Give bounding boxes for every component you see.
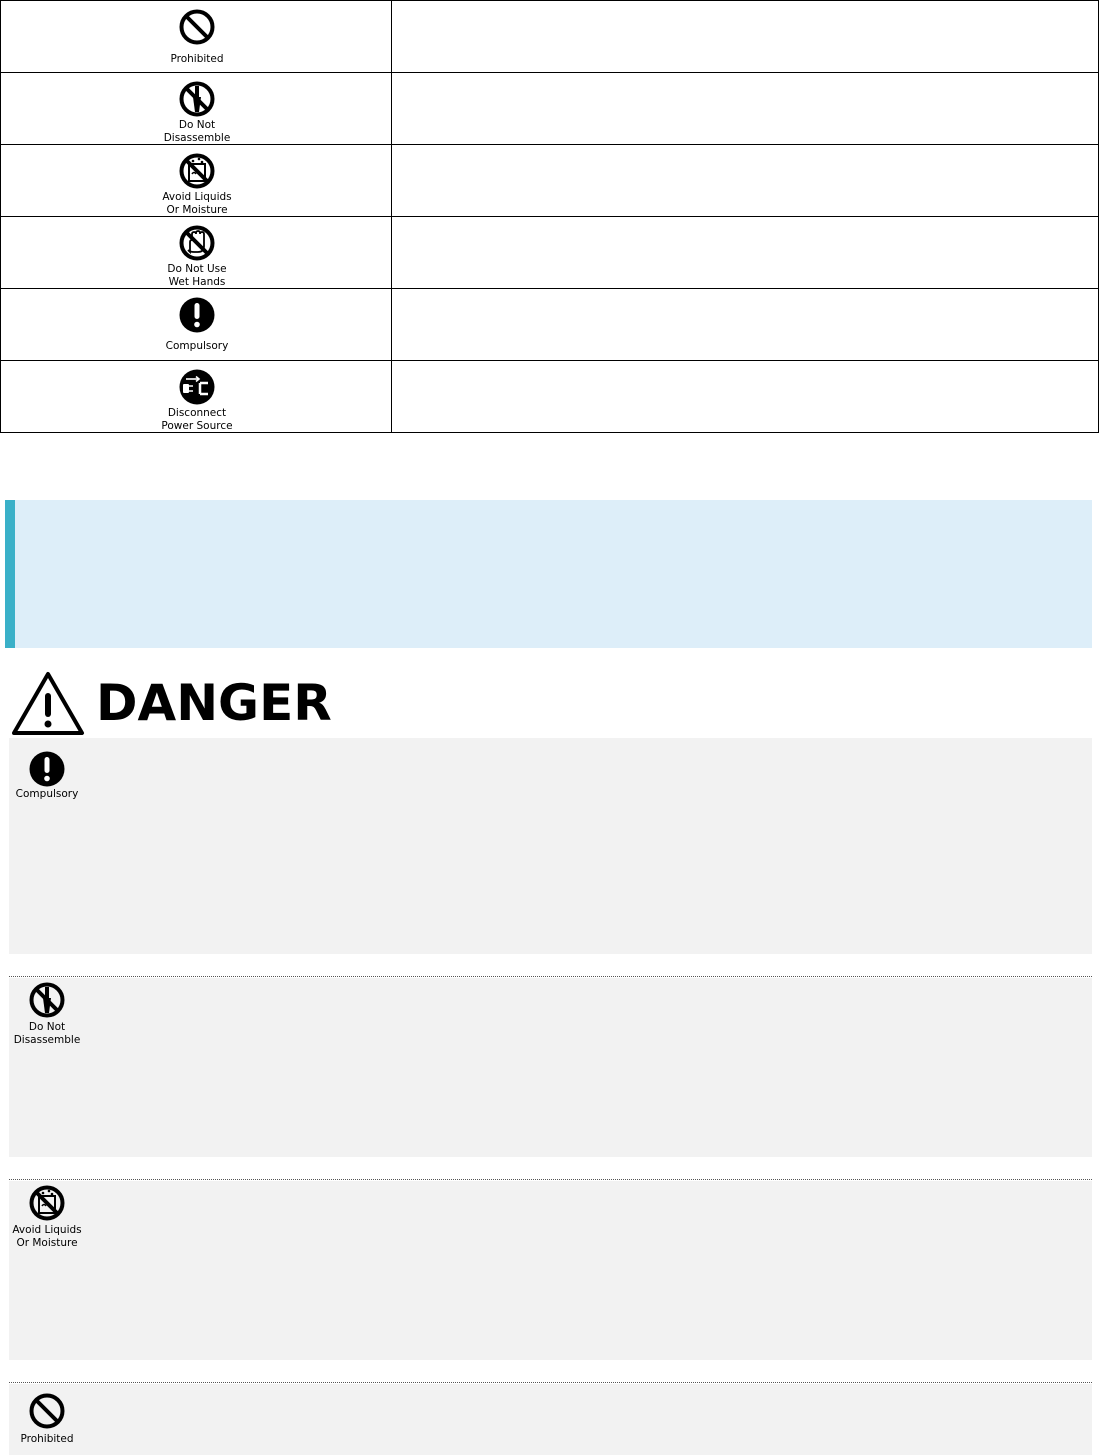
compulsory-icon	[27, 750, 67, 788]
danger-item	[9, 978, 1092, 1157]
symbol-description	[392, 289, 1099, 361]
symbol-label: Avoid Liquids Or Moisture	[162, 191, 232, 216]
symbol-label: Disconnect Power Source	[161, 407, 233, 432]
danger-item	[9, 1384, 1092, 1455]
symbol-table	[0, 0, 1099, 433]
divider	[9, 1179, 1092, 1180]
danger-item	[9, 738, 1092, 954]
symbol-row	[1, 1, 1099, 73]
divider	[9, 1382, 1092, 1383]
avoid-liquids-icon	[177, 152, 217, 190]
danger-heading	[10, 668, 332, 738]
danger-item-label: Do Not Disassemble	[13, 1021, 81, 1046]
danger-item	[9, 1181, 1092, 1360]
symbol-description	[392, 361, 1099, 433]
symbol-description	[392, 1, 1099, 73]
symbol-label: Prohibited	[170, 53, 224, 65]
do-not-disassemble-icon	[177, 80, 217, 118]
symbol-description	[392, 217, 1099, 289]
danger-item-label: Prohibited	[20, 1433, 74, 1445]
disconnect-power-source-icon	[177, 368, 217, 406]
divider	[9, 976, 1092, 977]
symbol-description	[392, 145, 1099, 217]
prohibited-icon	[177, 8, 217, 46]
danger-item-label: Avoid Liquids Or Moisture	[12, 1224, 82, 1249]
symbol-label: Do Not Use Wet Hands	[167, 263, 227, 288]
danger-title: DANGER	[96, 674, 332, 732]
symbol-row	[1, 217, 1099, 289]
symbol-row	[1, 361, 1099, 433]
symbol-row	[1, 289, 1099, 361]
symbol-description	[392, 73, 1099, 145]
info-banner	[5, 500, 1092, 648]
danger-item-label: Compulsory	[15, 788, 79, 800]
do-not-use-wet-hands-icon	[177, 224, 217, 262]
symbol-row	[1, 145, 1099, 217]
symbol-label: Do Not Disassemble	[163, 119, 231, 144]
symbol-label: Compulsory	[165, 340, 229, 352]
avoid-liquids-icon	[27, 1184, 67, 1222]
warning-triangle-icon	[10, 669, 86, 737]
prohibited-icon	[27, 1392, 67, 1430]
do-not-disassemble-icon	[27, 981, 67, 1019]
symbol-row	[1, 73, 1099, 145]
compulsory-icon	[177, 296, 217, 334]
